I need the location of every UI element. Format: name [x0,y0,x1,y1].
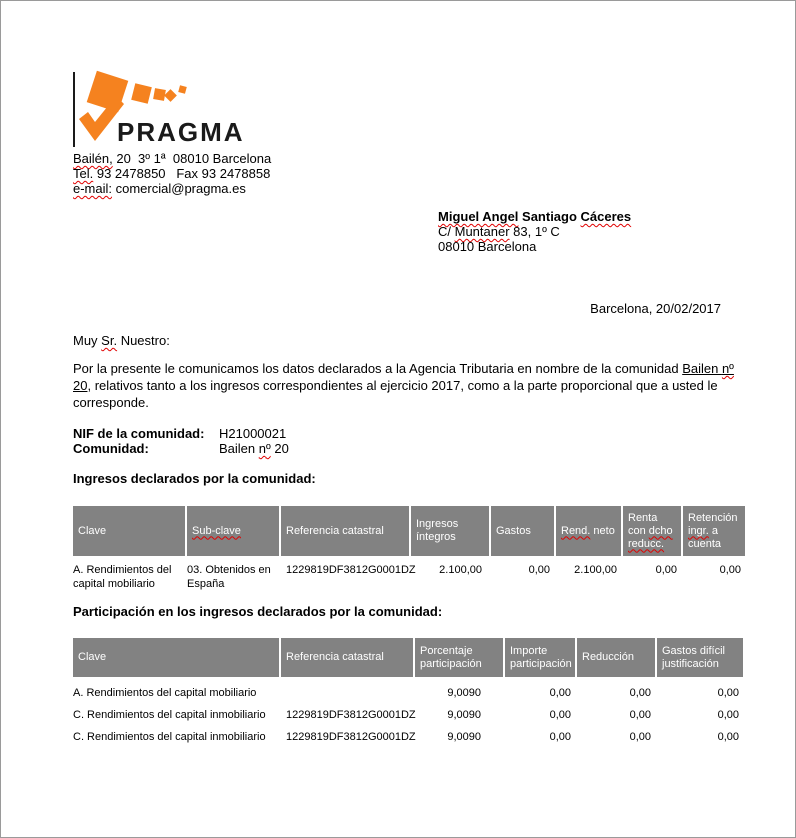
cell-clave: C. Rendimientos del capital inmobiliario [73,709,266,721]
cell-subclave: 03. Obtenidos en España [187,564,271,590]
cell-ingresos: 2.100,00 [439,564,482,576]
community-info [73,426,741,456]
recipient-last-name: Cáceres [580,209,632,224]
salutation-pre: Muy [73,333,102,348]
header-cell-porcentaje: Porcentaje participación [415,638,503,677]
recipient-middle-name: Santiago [518,209,581,224]
participation-table-body [73,682,741,748]
address-street-name: Bailén, [73,151,113,166]
recipient-street-name: Muntaner [454,224,510,239]
phone-label: Tel. [73,166,94,181]
body-paragraph [73,360,749,411]
address-street-rest: 20 3º 1ª 08010 Barcelona [112,151,272,166]
header-cell-referencia: Referencia catastral [281,638,413,677]
income-table-row [73,559,741,593]
cell-reduccion: 0,00 [629,687,651,699]
cell-retencion: 0,00 [719,564,741,576]
community-name-number: 20 [73,378,88,393]
community-label: Comunidad: [73,441,149,456]
cell-gastos: 0,00 [717,731,739,743]
header-cell-gastos: Gastos [491,506,554,556]
community-value-number: 20 [270,441,289,456]
cell-importe: 0,00 [549,709,571,721]
cell-referencia: 1229819DF3812G0001DZ [286,731,416,743]
header-cell-clave: Clave [73,506,185,556]
header-cell-gastos-dificil: Gastos difícil justificación [657,638,743,677]
cell-importe: 0,00 [549,687,571,699]
cell-gastos: 0,00 [717,687,739,699]
community-row [73,441,741,456]
recipient-street-number: 83, 1º C [509,224,560,239]
body-text-post: , relativos tanto a los ingresos correspondientes al ejercicio 2017, como a la parte proporcional que a usted le corresponde. [73,378,718,410]
cell-referencia [281,682,413,704]
pragma-logo [73,69,323,149]
address-line-email [73,181,741,196]
nif-value: H21000021 [219,426,287,441]
header-cell-referencia: Referencia catastral [281,506,409,556]
address-line-street [73,151,741,166]
header-cell-renta-reducc: Renta con dcho reducc. [623,506,681,556]
cell-referencia: 1229819DF3812G0001DZ [286,564,416,576]
cell-clave: A. Rendimientos del capital mobiliario [73,687,257,699]
header-cell-rend-neto: Rend. neto [556,506,621,556]
salutation-abbrev: Sr. [101,333,118,348]
participation-table-header [73,638,741,677]
cell-gastos: 0,00 [717,709,739,721]
cell-rend-neto: 2.100,00 [574,564,617,576]
income-table-header [73,506,741,556]
salutation-post: Nuestro: [117,333,170,348]
recipient-first-name: Miguel Angel [438,209,519,224]
cell-renta: 0,00 [655,564,677,576]
nif-label: NIF de la comunidad: [73,426,205,441]
recipient-name [438,209,741,224]
logo-text: PRAGMA [117,117,245,147]
community-value-ordinal: nº [258,441,271,456]
email-value: comercial@pragma.es [112,181,246,196]
cell-porcentaje: 9,0090 [447,709,481,721]
cell-porcentaje: 9,0090 [447,687,481,699]
cell-gastos: 0,00 [528,564,550,576]
body-text-pre: Por la presente le comunicamos los datos declarados a la Agencia Tributaria en nombre de la comunidad [73,361,683,376]
section-title-participacion: Participación en los ingresos declarados por la comunidad: [73,604,443,619]
header-cell-clave: Clave [73,638,279,677]
community-value-pre: Bailen [219,441,259,456]
date-line: Barcelona, 20/02/2017 [590,301,721,316]
cell-reduccion: 0,00 [629,709,651,721]
community-name-ordinal: nº [721,361,734,376]
recipient-block [438,209,741,254]
cell-referencia: 1229819DF3812G0001DZ [286,709,416,721]
cell-clave: A. Rendimientos del capital mobiliario [73,564,172,590]
recipient-city: 08010 Barcelona [438,239,537,254]
phone-numbers: 93 2478850 Fax 93 2478858 [93,166,271,181]
participation-row [73,682,741,704]
cell-porcentaje: 9,0090 [447,731,481,743]
salutation [73,333,741,348]
recipient-street [438,224,741,239]
section-title-ingresos: Ingresos declarados por la comunidad: [73,471,316,486]
participation-row [73,704,741,726]
cell-clave: C. Rendimientos del capital inmobiliario [73,731,266,743]
nif-row [73,426,741,441]
cell-reduccion: 0,00 [629,731,651,743]
community-value [219,441,289,456]
participation-row [73,726,741,748]
recipient-street-prefix: C/ [438,224,455,239]
cell-importe: 0,00 [549,731,571,743]
header-cell-reduccion: Reducción [577,638,655,677]
community-name-pre: Bailen [682,361,722,376]
header-cell-ingresos: Ingresos íntegros [411,506,489,556]
address-line-phone [73,166,741,181]
header-cell-subclave: Sub-clave [187,506,279,556]
header-cell-retencion: Retención ingr. a cuenta [683,506,745,556]
email-label: e-mail: [73,181,113,196]
letterhead-address [73,151,741,196]
header-cell-importe: Importe participación [505,638,575,677]
